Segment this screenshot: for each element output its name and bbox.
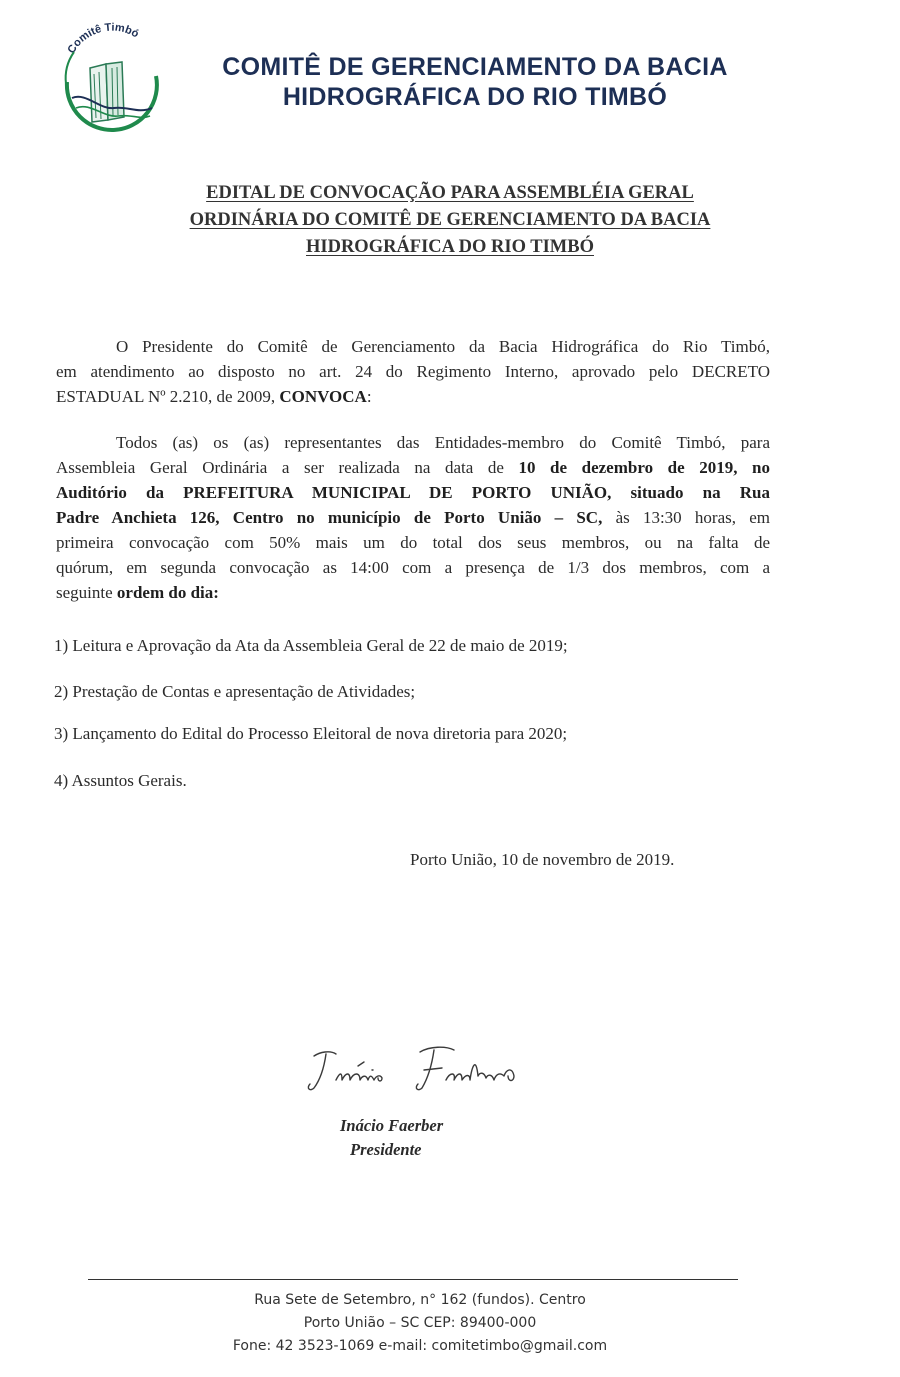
footer-city-cep: Porto União – SC CEP: 89400-000 xyxy=(303,1315,537,1331)
organization-title xyxy=(180,52,770,112)
organization-title-line2: HIDROGRÁFICA DO RIO TIMBÓ xyxy=(282,83,668,111)
agenda-item: 2) Prestação de Contas e apresentação de Atividades; xyxy=(54,682,416,701)
logo-text: Comitê Timbó xyxy=(65,22,141,56)
paragraph2-line3: Auditório da PREFEITURA MUNICIPAL DE PORTO UNIÃO, situado na Rua xyxy=(56,483,770,502)
paragraph2-line1: Todos (as) os (as) representantes das Entidades-membro do Comitê Timbó, para xyxy=(116,433,770,452)
place-and-date: Porto União, 10 de novembro de 2019. xyxy=(410,850,675,869)
paragraph2-line2-text: Assembleia Geral Ordinária a ser realizada na data de xyxy=(56,458,504,477)
agenda-item: 4) Assuntos Gerais. xyxy=(54,771,187,790)
handwritten-signature xyxy=(300,1036,560,1106)
agenda-heading: ordem do dia: xyxy=(116,583,219,602)
edital-title-line2: ORDINÁRIA DO COMITÊ DE GERENCIAMENTO DA BACIA xyxy=(189,210,711,230)
svg-text:Comitê Timbó xyxy=(66,22,142,56)
paragraph2-line4 xyxy=(56,505,770,530)
footer-address: Rua Sete de Setembro, n° 162 (fundos). Centro xyxy=(254,1292,586,1308)
agenda-item: 1) Leitura e Aprovação da Ata da Assembleia Geral de 22 de maio de 2019; xyxy=(54,636,568,655)
assembly-time: às 13:30 horas, em xyxy=(615,508,770,527)
edital-title-line1: EDITAL DE CONVOCAÇÃO PARA ASSEMBLÉIA GERAL xyxy=(206,183,694,203)
footer-contact: Fone: 42 3523-1069 e-mail: comitetimbo@gmail.com xyxy=(232,1338,608,1354)
paragraph1-line3-colon: : xyxy=(366,387,372,406)
paragraph2-line2 xyxy=(56,455,770,480)
convocation-paragraph xyxy=(56,334,770,409)
paragraph2-line6: quórum, em segunda convocação as 14:00 com a presença de 1/3 dos membros, com a xyxy=(56,558,770,577)
signer-name: Inácio Faerber xyxy=(340,1116,444,1135)
assembly-details-paragraph xyxy=(56,430,770,605)
comite-timbo-logo xyxy=(52,22,172,140)
edital-title xyxy=(60,180,840,261)
edital-title-line3: HIDROGRÁFICA DO RIO TIMBÓ xyxy=(306,237,594,257)
paragraph1-line3-text: ESTADUAL Nº 2.210, de 2009, xyxy=(56,387,276,406)
footer-divider xyxy=(88,1279,738,1280)
paragraph2-line7-text: seguinte xyxy=(56,583,113,602)
assembly-address: Padre Anchieta 126, Centro no município de Porto União – SC, xyxy=(56,508,603,527)
paragraph2-line7 xyxy=(56,580,770,605)
agenda-item: 3) Lançamento do Edital do Processo Eleitoral de nova diretoria para 2020; xyxy=(54,724,568,743)
paragraph2-line5: primeira convocação com 50% mais um do total dos seus membros, ou na falta de xyxy=(56,533,770,552)
convoca-keyword: CONVOCA xyxy=(279,387,367,406)
paragraph1-line3 xyxy=(56,384,770,409)
paragraph1-line1: O Presidente do Comitê de Gerenciamento da Bacia Hidrográfica do Rio Timbó, xyxy=(116,337,770,356)
signer-role: Presidente xyxy=(350,1140,422,1159)
assembly-date: 10 de dezembro de 2019, no xyxy=(518,458,771,477)
paragraph1-line2: em atendimento ao disposto no art. 24 do Regimento Interno, aprovado pelo DECRETO xyxy=(56,362,770,381)
organization-title-line1: COMITÊ DE GERENCIAMENTO DA BACIA xyxy=(222,53,728,81)
